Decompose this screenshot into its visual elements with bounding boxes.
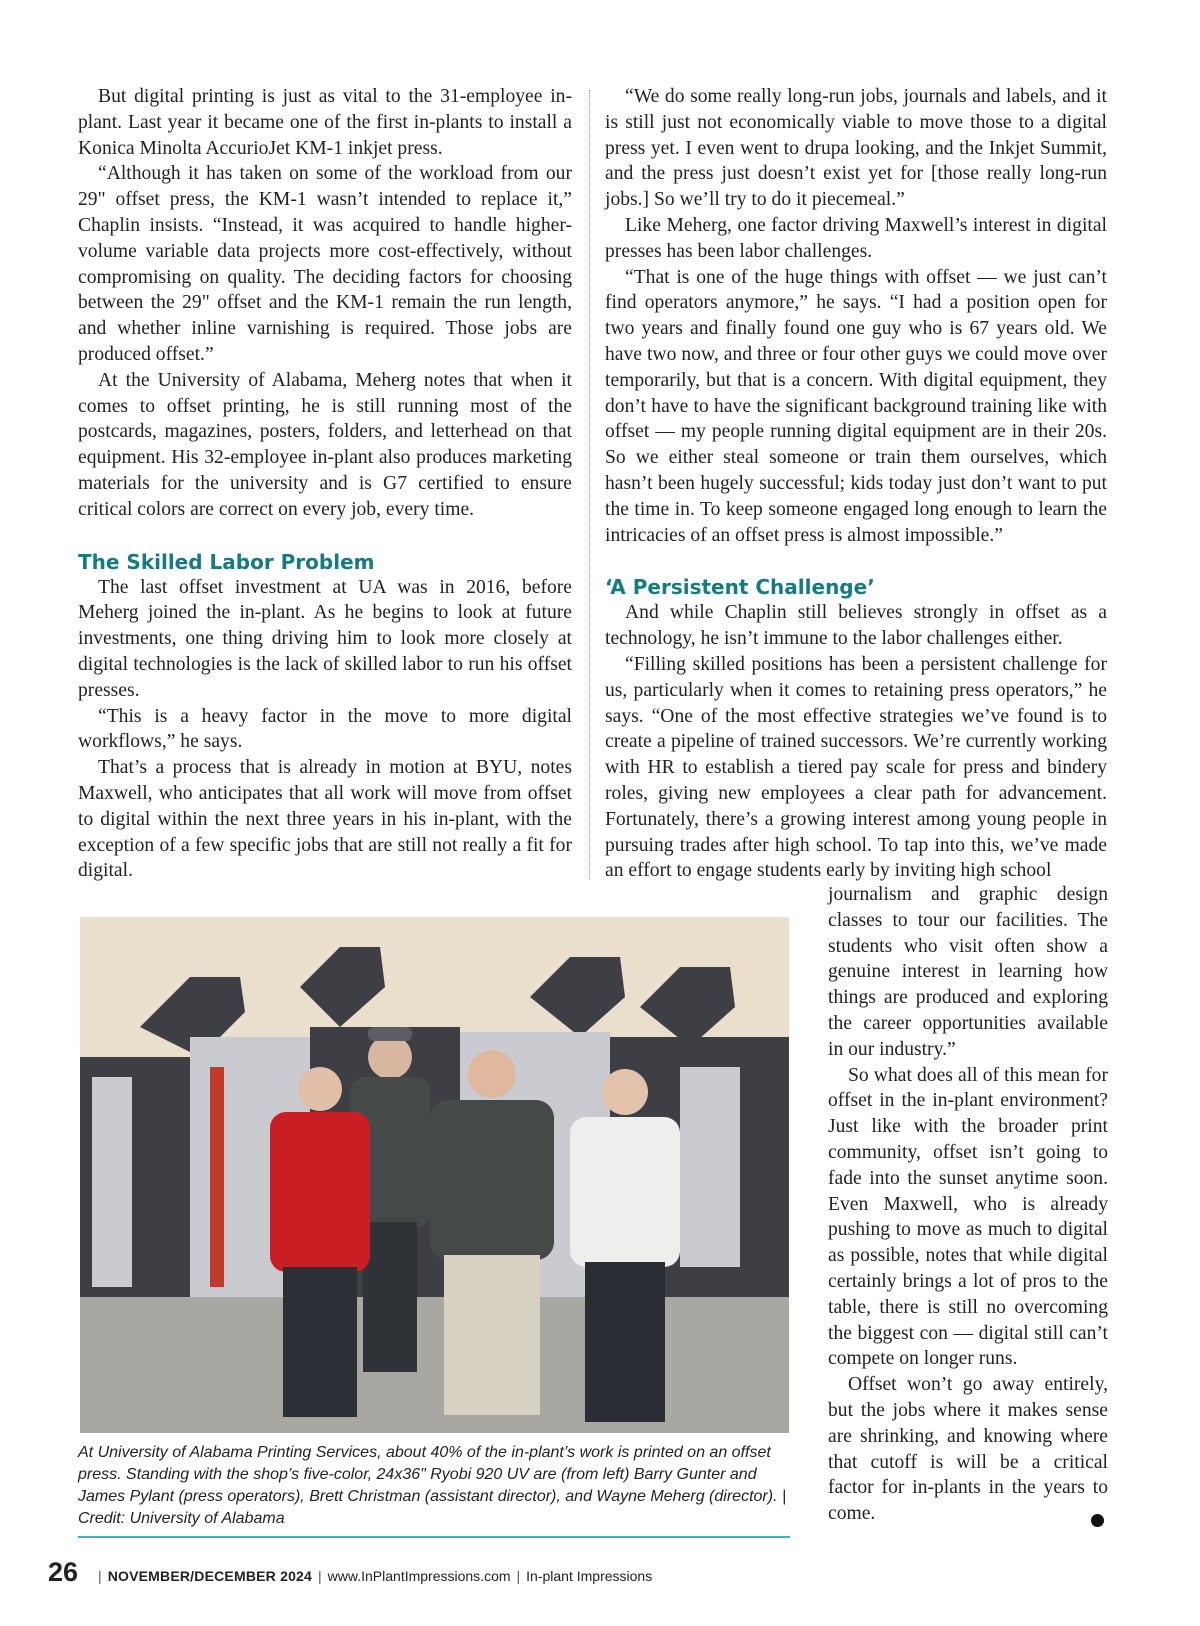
person-head (368, 1035, 412, 1079)
body-paragraph: But digital printing is just as vital to the 31-employee in-plant. Last year it became one of the first in-plants to install a Konica Minolta AccurioJet KM-1 inkjet press. (78, 86, 572, 159)
body-paragraph: Offset won’t go away entirely, but the jobs where it makes sense are shrinking, and knowing where that cutoff is will be a critical factor for in-plants in the years to come. (828, 1374, 1108, 1525)
left-column (78, 84, 572, 884)
column-divider (589, 90, 590, 880)
body-paragraph: At the University of Alabama, Meherg notes that when it comes to offset printing, he is still running most of the postcards, magazines, posters, folders, and letterhead on that equipment. His 32-employee in-plant also produces marketing materials for the university and is G7 certified to ensure critical colors are correct on every job, every time. (78, 369, 572, 520)
right-column (605, 84, 1107, 884)
footer-separator: | (318, 1568, 322, 1584)
body-paragraph: So what does all of this mean for offset in the in-plant environment? Just like with the broader print community, offset isn’t going to fade into the sunset anytime soon. Even Maxwell, who is already pushing to move as much to digital as possible, notes that while digital certainly brings a lot of pros to the table, there is still no overcoming the biggest con — digital still can’t compete on longer runs. (828, 1064, 1108, 1370)
body-paragraph: “That is one of the huge things with offset — we just can’t find operators anymore,” he says. “I had a position open for two years and finally found one guy who is 67 years old. We have two now, and three or four other guys we could move over temporarily, but that is a concern. With digital equipment, they don’t have to have the significant background training like with offset — my people running digital equipment are in their 20s. So we either steal someone or train them ourselves, which hasn’t been hugely successful; kids today just don’t want to put the time in. To keep someone engaged long enough to learn the intricacies of an offset press is almost impossible.” (605, 266, 1107, 546)
publication-name: In-plant Impressions (526, 1568, 653, 1584)
press-photo (80, 917, 789, 1433)
press-stripe (210, 1067, 224, 1287)
photo-caption: At University of Alabama Printing Services, about 40% of the in-plant’s work is printed on an offset press. Standing with the shop’s five-color, 24x36" Ryobi 920 UV are (from left) Barry Gunter and James Pylant (press operators), Brett Christman (assistant director), and Wayne Meherg (director). | Credit: University of Alabama (78, 1442, 790, 1538)
body-paragraph: “Although it has taken on some of the workload from our 29" offset press, the KM-1 wasn’t intended to replace it,” Chaplin insists. “Instead, it was acquired to handle higher-volume variable data projects more cost-effectively, without compromising on quality. The deciding factors for choosing between the 29" offset and the KM-1 remain the run length, and whether inline varnishing is required. Those jobs are produced offset.” (78, 163, 572, 365)
footer-separator: | (98, 1568, 102, 1584)
narrow-column (828, 882, 1108, 1527)
person-pants (363, 1222, 417, 1372)
body-paragraph: “Filling skilled positions has been a persistent challenge for us, particularly when it comes to retaining press operators,” he says. “One of the most effective strategies we’ve found is to create a pipeline of trained successors. We’re currently working with HR to establish a tiered pay scale for press and bindery roles, giving new employees a clear path for advancement. Fortunately, there’s a growing interest among young people in pursuing trades after high school. To tap into this, we’ve made an effort to engage students early by inviting high school (605, 653, 1107, 882)
end-of-article-mark (1091, 1514, 1104, 1527)
person-head (468, 1050, 516, 1098)
cap (368, 1027, 412, 1041)
person-shirt (270, 1112, 370, 1272)
page-number: 26 (48, 1557, 79, 1587)
page-footer (48, 1557, 652, 1591)
person-pants (444, 1255, 540, 1415)
website-link[interactable]: www.InPlantImpressions.com (327, 1568, 511, 1584)
person-shirt (570, 1117, 680, 1267)
issue-date: NOVEMBER/DECEMBER 2024 (107, 1568, 313, 1584)
body-paragraph: journalism and graphic design classes to tour our facilities. The students who visit often show a genuine interest in learning how things are produced and exploring the career opportunities available in our industry.” (828, 884, 1108, 1060)
body-paragraph: “We do some really long-run jobs, journals and labels, and it is still just not economically viable to move those to a digital press yet. I even went to drupa looking, and the Inkjet Summit, and the press just doesn’t exist yet for [those really long-run jobs.] So we’ll try to do it piecemeal.” (605, 86, 1107, 211)
person-pants (585, 1262, 665, 1422)
person-pants (283, 1267, 357, 1417)
person-shirt (430, 1100, 554, 1260)
body-paragraph: Like Meherg, one factor driving Maxwell’s interest in digital presses has been labor challenges. (605, 214, 1107, 262)
person-head (298, 1067, 342, 1111)
press-panel (92, 1077, 132, 1287)
person-head (602, 1069, 648, 1115)
section-heading: ‘A Persistent Challenge’ (605, 575, 875, 600)
footer-separator: | (516, 1568, 521, 1584)
press-panel (680, 1067, 740, 1267)
body-paragraph: The last offset investment at UA was in 2016, before Meherg joined the in-plant. As he begins to look at future investments, one thing driving him to look more closely at digital technologies is the lack of skilled labor to run his offset presses. (78, 576, 572, 701)
body-paragraph: That’s a process that is already in motion at BYU, notes Maxwell, who anticipates that all work will move from offset to digital within the next three years in his in-plant, with the exception of a few specific jobs that are still not really a fit for digital. (78, 757, 572, 882)
body-paragraph: “This is a heavy factor in the move to more digital workflows,” he says. (78, 705, 572, 753)
section-heading: The Skilled Labor Problem (78, 549, 375, 574)
press-photo-illustration (80, 917, 789, 1433)
body-paragraph: And while Chaplin still believes strongly in offset as a technology, he isn’t immune to the labor challenges either. (605, 602, 1107, 650)
